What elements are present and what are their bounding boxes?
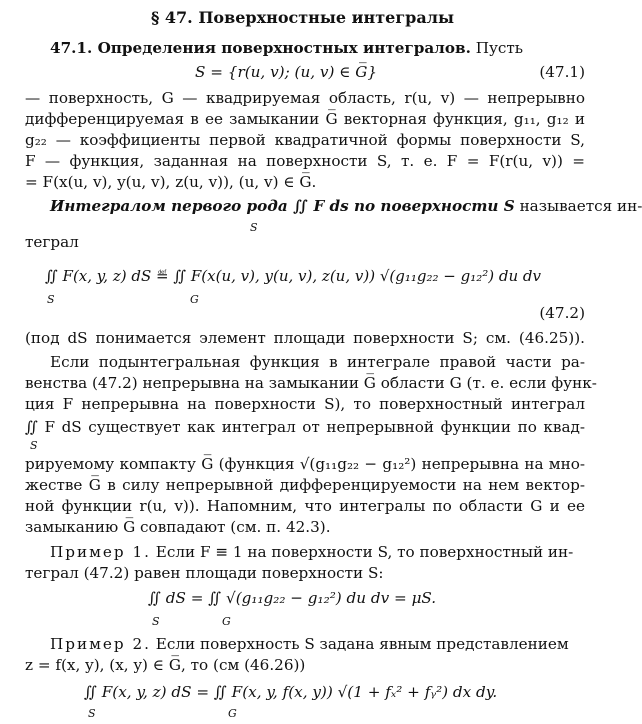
paragraph-3-line-2: венства (47.2) непрерывна на замыкании G̅ области G (т. е. если функ- — [25, 374, 597, 392]
eq-47-2-lhs: ∬ F(x, y, z) dS — [45, 267, 152, 285]
example-1-lead: Пример 1. — [50, 543, 151, 561]
subsection-heading: 47.1. Определения поверхностных интегралов. — [50, 39, 471, 57]
paragraph-3-line-1: Если подынтегральная функция в интеграле правой части ра- — [50, 353, 585, 371]
paragraph-3-line-6: жестве G̅ в силу непрерывной дифференцируемости на нем вектор- — [25, 476, 585, 494]
paragraph-3-line-7: ной функции r(u, v)). Напомним, что интегралы по области G и ее — [25, 497, 585, 515]
paragraph-3-line-4: ∬ F dS существует как интеграл от непрерывной функции по квад- — [25, 418, 585, 436]
example-1-line-2: теграл (47.2) равен площади поверхности S: — [25, 564, 384, 582]
definition-italic: Интегралом первого рода ∬ F ds по поверхности S — [50, 197, 515, 215]
paragraph-3-subscript: S — [30, 439, 38, 452]
eq-47-2-sub-lhs: S — [47, 293, 55, 306]
paragraph-2: (под dS понимается элемент площади поверхности S; см. (46.25)). — [25, 329, 585, 347]
eq-47-2-rhs: ∬ F(x(u, v), y(u, v), z(u, v)) √(g₁₁g₂₂ − g₁₂²) du dv — [173, 267, 541, 285]
example-2-line-2: z = f(x, y), (x, y) ∈ G̅, то (см (46.26)) — [25, 656, 306, 674]
paragraph-3-line-8: замыканию G̅ совпадают (см. п. 42.3). — [25, 518, 331, 536]
example-2-formula: ∬ F(x, y, z) dS = ∬ F(x, y, f(x, y)) √(1 + fₓ² + fᵧ²) dx dy. — [84, 683, 498, 701]
example-2-lead: Пример 2. — [50, 635, 151, 653]
paragraph-1-line-5: = F(x(u, v), y(u, v), z(u, v)), (u, v) ∈ G̅. — [25, 173, 317, 191]
definition-subscript: S — [250, 221, 258, 234]
example-1-sub-right: G — [222, 615, 231, 628]
eq-47-2-defsign: ≝ — [156, 267, 169, 285]
eq-47-2-sub-rhs: G — [190, 293, 199, 306]
paragraph-1-line-4: F — функция, заданная на поверхности S, т. е. F = F(r(u, v)) = — [25, 152, 585, 170]
paragraph-3-line-5: рируемому компакту G̅ (функция √(g₁₁g₂₂ − g₁₂²) непрерывна на мно- — [25, 455, 585, 473]
equation-47-2 — [45, 266, 541, 286]
example-1-formula: ∬ dS = ∬ √(g₁₁g₂₂ − g₁₂²) du dv = μS. — [148, 589, 437, 607]
definition-normal: называется ин- — [519, 197, 642, 215]
equation-47-1-number: (47.1) — [539, 63, 585, 81]
paragraph-3-line-3: ция F непрерывна на поверхности S), то поверхностный интеграл — [25, 395, 585, 413]
definition-line — [50, 196, 642, 216]
example-2-sub-left: S — [88, 707, 96, 720]
equation-47-1: S = {r(u, v); (u, v) ∈ G̅} — [195, 63, 378, 81]
equation-47-2-number: (47.2) — [539, 304, 585, 322]
example-1-line-1 — [50, 542, 585, 562]
example-1-sub-left: S — [152, 615, 160, 628]
example-2-sub-right: G — [228, 707, 237, 720]
subsection-lead-word: Пусть — [475, 39, 524, 57]
example-1-text: Если F ≡ 1 на поверхности S, то поверхностный ин- — [155, 543, 574, 561]
paragraph-1-line-2: дифференцируемая в ее замыкании G̅ векторная функция, g₁₁, g₁₂ и — [25, 110, 585, 128]
subsection-heading-line — [50, 38, 590, 58]
paragraph-1-line-1: — поверхность, G — квадрируемая область, r(u, v) — непрерывно — [25, 89, 585, 107]
definition-line-2: теграл — [25, 233, 79, 251]
paragraph-1-line-3: g₂₂ — коэффициенты первой квадратичной формы поверхности S, — [25, 131, 585, 149]
example-2-line-1 — [50, 634, 585, 654]
section-title: § 47. Поверхностные интегралы — [150, 8, 455, 27]
example-2-text: Если поверхность S задана явным представлением — [155, 635, 569, 653]
